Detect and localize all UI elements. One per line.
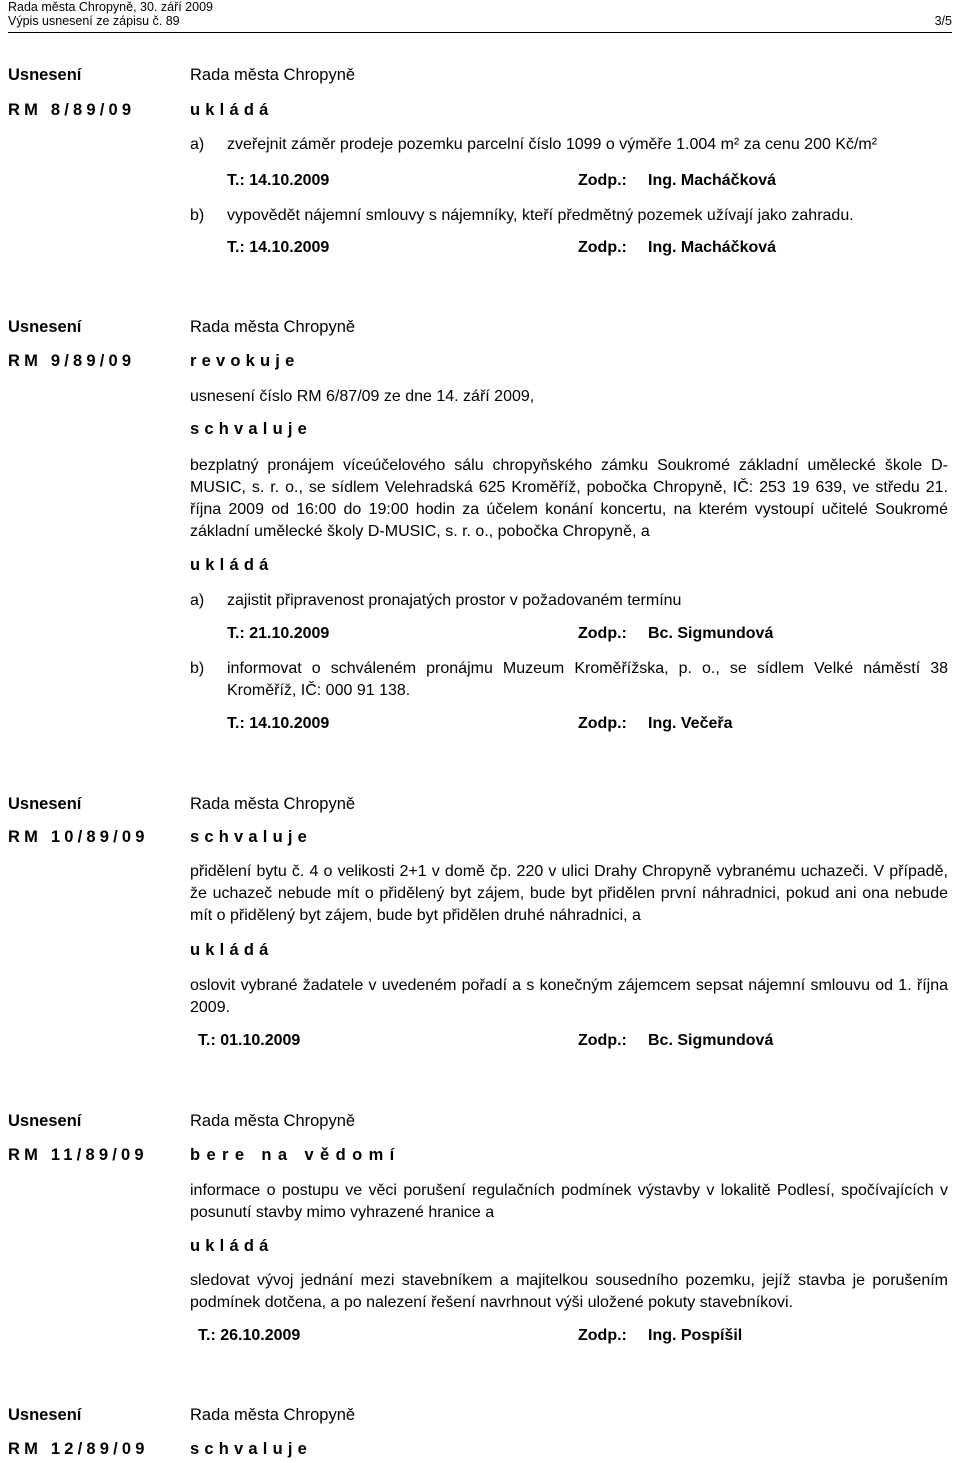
resolution-label: Usnesení — [8, 1406, 82, 1424]
deadline: T.: 21.10.2009 — [227, 625, 330, 642]
task-item — [190, 590, 948, 612]
item-letter: b) — [190, 207, 205, 224]
resolution-verb: schvaluje — [190, 828, 313, 846]
resolution-text: přidělení bytu č. 4 o velikosti 2+1 v domě čp. 220 v ulici Drahy Chropyně vybranému uchazeči. V případě, že uchazeč nebude mít o přidělený byt zájem, bude byt přidělen první náhradnici, pokud ani ona nebude mít o přidělený byt zájem, bude byt přidělen druhé náhradnici, a — [190, 863, 948, 924]
deadline: T.: 14.10.2009 — [227, 172, 330, 189]
page-header — [8, 0, 952, 28]
deadline: T.: 14.10.2009 — [227, 715, 330, 732]
item-letter: a) — [190, 136, 205, 153]
resolution-verb: schvaluje — [190, 1440, 313, 1458]
resolution-text: bezplatný pronájem víceúčelového sálu chropyňského zámku Soukromé základní umělecké škole D-MUSIC, s. r. o., se sídlem Velehradská 625 Kroměříž, pobočka Chropyně, IČ: 253 19 639, ve středu 21. října 2009 od 16:00 do 19:00 hodin za účelem konání koncertu, na kterém vystoupí učitelé Soukromé základní umělecké školy D-MUSIC, s. r. o., pobočka Chropyně, a — [190, 457, 948, 540]
responsible-label: Zodp.: — [578, 172, 627, 189]
resolution-text: informace o postupu ve věci porušení regulačních podmínek výstavby v lokalitě Podlesí, spočívajících v posunutí stavby mimo vyhrazené hranice a — [190, 1182, 948, 1221]
council-name: Rada města Chropyně — [190, 1112, 356, 1130]
responsible-person: Ing. Večeřa — [648, 715, 733, 732]
resolution-verb: revokuje — [190, 352, 300, 370]
responsible-label: Zodp.: — [578, 1327, 627, 1344]
responsible-person: Bc. Sigmundová — [648, 1032, 774, 1049]
resolution-number: RM 8/89/09 — [8, 101, 136, 119]
responsible-label: Zodp.: — [578, 715, 627, 732]
responsible-person: Ing. Pospíšil — [648, 1327, 743, 1344]
task-item — [190, 205, 948, 227]
responsible-label: Zodp.: — [578, 1032, 627, 1049]
council-name: Rada města Chropyně — [190, 318, 356, 336]
item-letter: a) — [190, 592, 205, 609]
deadline: T.: 26.10.2009 — [198, 1327, 301, 1344]
task-item — [190, 134, 948, 156]
resolution-number: RM 9/89/09 — [8, 352, 136, 370]
responsible-person: Bc. Sigmundová — [648, 625, 774, 642]
responsible-person: Ing. Macháčková — [648, 172, 777, 189]
resolution-label: Usnesení — [8, 1112, 82, 1130]
resolution-text: oslovit vybrané žadatele v uvedeném pořadí a s konečným zájemcem sepsat nájemní smlouvu od 1. října 2009. — [190, 977, 948, 1016]
task-item — [190, 658, 948, 702]
resolution-verb: ukládá — [190, 101, 274, 119]
resolution-number: RM 11/89/09 — [8, 1146, 148, 1164]
council-name: Rada města Chropyně — [190, 66, 356, 84]
resolution-label: Usnesení — [8, 66, 82, 84]
document-subtitle: Výpis usnesení ze zápisu č. 89 — [8, 14, 180, 28]
responsible-label: Zodp.: — [578, 239, 627, 256]
resolution-number: RM 12/89/09 — [8, 1440, 149, 1458]
item-text: zveřejnit záměr prodeje pozemku parcelní číslo 1099 o výměře 1.004 m² za cenu 200 Kč/m² — [227, 136, 878, 153]
responsible-label: Zodp.: — [578, 625, 627, 642]
resolution-number: RM 10/89/09 — [8, 828, 149, 846]
page-number: 3/5 — [934, 14, 952, 28]
deadline: T.: 01.10.2009 — [198, 1032, 301, 1049]
council-name: Rada města Chropyně — [190, 1406, 356, 1424]
header-divider — [8, 32, 952, 33]
item-text: vypovědět nájemní smlouvy s nájemníky, kteří předmětný pozemek užívají jako zahradu. — [227, 207, 854, 224]
resolution-label: Usnesení — [8, 318, 82, 336]
deadline: T.: 14.10.2009 — [227, 239, 330, 256]
item-text: informovat o schváleném pronájmu Muzeum Kroměřížska, p. o., se sídlem Velké náměstí 38 Kroměříž, IČ: 000 91 138. — [227, 660, 948, 699]
resolution-label: Usnesení — [8, 795, 82, 813]
resolution-verb: bere na vědomí — [190, 1146, 401, 1164]
resolution-verb: ukládá — [190, 1237, 274, 1255]
resolution-verb: schvaluje — [190, 420, 313, 438]
item-text: zajistit připravenost pronajatých prostor v požadovaném termínu — [227, 592, 682, 609]
resolution-text: sledovat vývoj jednání mezi stavebníkem a majitelkou sousedního pozemku, jejíž stavba je porušením podmínek dotčena, a po nalezení řešení navrhnout výši uložené pokuty stavebníkovi. — [190, 1272, 948, 1311]
item-letter: b) — [190, 660, 205, 677]
responsible-person: Ing. Macháčková — [648, 239, 777, 256]
resolution-verb: ukládá — [190, 941, 274, 959]
resolution-verb: ukládá — [190, 556, 274, 574]
document-title: Rada města Chropyně, 30. září 2009 — [8, 0, 213, 14]
resolution-text: usnesení číslo RM 6/87/09 ze dne 14. září 2009, — [190, 388, 535, 405]
council-name: Rada města Chropyně — [190, 795, 356, 813]
